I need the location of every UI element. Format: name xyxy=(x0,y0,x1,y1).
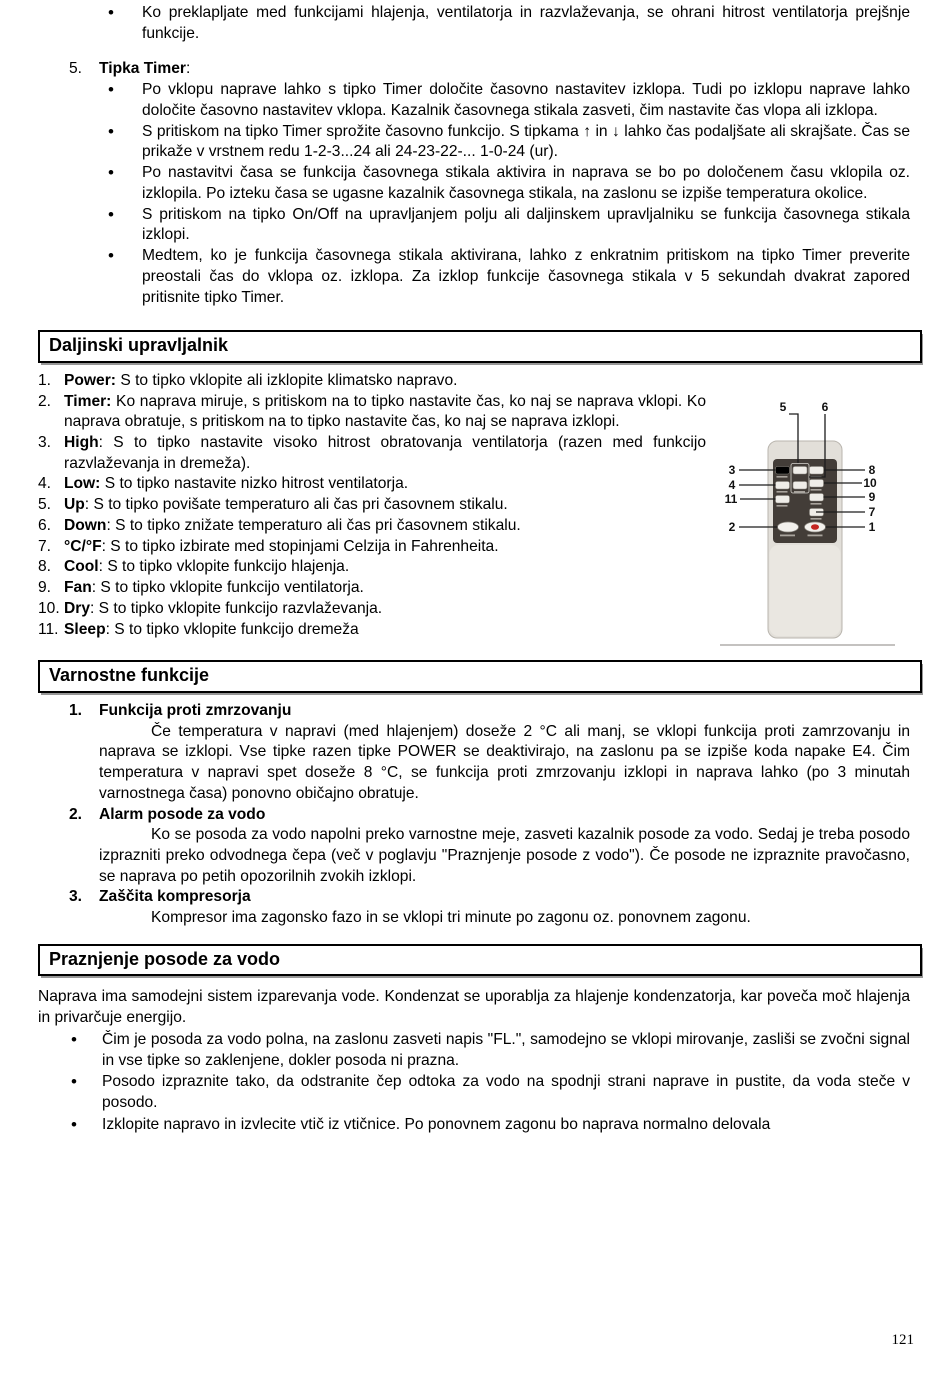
remote-button-cool xyxy=(810,467,824,475)
callout-number: 7 xyxy=(868,505,876,520)
callout-number: 1 xyxy=(868,520,876,535)
remote-button-fan xyxy=(810,494,824,502)
remote-button-sleep xyxy=(776,496,790,504)
list-item: 5. Up: S to tipko povišate temperaturo ali čas pri časovnem stikalu. xyxy=(38,496,508,514)
list-item: 7. °C/°F: S to tipko izbirate med stopinjami Celzija in Fahrenheita. xyxy=(38,537,499,555)
remote-control-drawing xyxy=(712,393,897,653)
list-item: • Čim je posoda za vodo polna, na zaslonu zasveti napis "FL.", samodejno se vklopi mirovanje, zasliši se zvočni signal in vse tipke so zaklenjene, dokler posoda ni prazna. xyxy=(38,1030,910,1071)
remote-button-low xyxy=(776,482,790,490)
list-item: 11. Sleep: S to tipko vklopite funkcijo dremeža xyxy=(38,620,359,638)
list-item: 10. Dry: S to tipko vklopite funkcijo razvlaževanja. xyxy=(38,599,383,617)
list-item: • S pritiskom na tipko On/Off na upravljanjem polju ali daljinskem upravljalniku se funkcija časovnega stikala izklopi. xyxy=(38,205,910,246)
list-item: • Izklopite napravo in izvlecite vtič iz vtičnice. Po ponovnem zagonu bo naprava normalno delovala xyxy=(38,1115,910,1136)
remote-button-timer xyxy=(778,522,799,532)
list-item: • Posodo izpraznite tako, da odstranite čep odtoka za vodo na spodnji strani naprave in pustite, da voda steče v posodo. xyxy=(38,1072,910,1113)
list-item: 8. Cool: S to tipko vklopite funkcijo hlajenja. xyxy=(38,558,350,576)
remote-button-high xyxy=(776,467,790,475)
list-item: • Po nastavitvi časa se funkcija časovnega stikala aktivira in naprava se bo po določenem času vklopila oz. izklopila. Po izteku časa se ugasne kazalnik časovnega stikala, na zaslonu se izpiše temperatura okolice. xyxy=(38,163,910,204)
section-remote-control xyxy=(38,330,922,640)
list-item-timer-key xyxy=(38,59,922,80)
item-title: Tipka Timer: xyxy=(99,60,191,78)
section-title-safety: Varnostne funkcije xyxy=(38,660,922,693)
list-item: 3. Zaščita kompresorja Kompresor ima zagonsko fazo in se vklopi tri minute po zagonu oz. ponovnem zagonu. xyxy=(69,888,751,927)
section-drain-water xyxy=(38,944,922,1136)
list-item: • Po vklopu naprave lahko s tipko Timer določite časovno nastavitev izklopa. Tudi po izklopu naprave lahko določite časovno nastavitev vklopa. Kazalnik časovnega stikala zasveti, čim nastavite čas vlopa ali izklopa. xyxy=(38,80,910,121)
paragraph: Naprava ima samodejni sistem izparevanja vode. Kondenzat se uporablja za hlajenje kondenzatorja, kar poveča moč hlajenja in privarčuje energijo. xyxy=(38,988,910,1027)
callout-number: 4 xyxy=(728,478,736,493)
list-item: • S pritiskom na tipko Timer sprožite časovno funkcijo. S tipkama ↑ in ↓ lahko čas podaljšate ali skrajšate. Čas se prikaže v vrstnem redu 1-2-3...24 ali 24-23-22-... 1-0-24 (ur). xyxy=(38,122,910,163)
list-item: 1. Funkcija proti zmrzovanju Če temperatura v napravi (med hlajenjem) doseže 2 °C ali manj, se vklopi funkcija proti zamrzovanju in naprava se izklopi. Vse tipke razen tipke POWER se deaktivirajo, na zaslonu pa se izpiše koda napake E4. Čim temperatura v napravi spet doseže 8 °C, se funkcija proti zmrzovanju izklopi in naprava lahko (po 3 minutah varnostnega časa) ponovno običajno obratuje. xyxy=(69,701,910,802)
item-number: 5. xyxy=(69,60,83,78)
power-button-dot xyxy=(811,524,819,530)
remote-control-figure xyxy=(712,393,897,653)
list-item: 3. High: S to tipko nastavite visoko hitrost obratovanja ventilatorja (razen med funkcijo razvlaževanja in dremeža). xyxy=(38,433,706,472)
callout-number: 2 xyxy=(728,520,736,535)
list-item: 9. Fan: S to tipko vklopite funkcijo ventilatorja. xyxy=(38,579,364,597)
list-item: 2. Alarm posode za vodo Ko se posoda za vodo napolni preko varnostne meje, zasveti kazalnik posode za vodo. Sedaj je treba posodo izprazniti preko odvodnega čepa (več v poglavju "Praznjenje posode z vodo"). Če posode ne izpraznite pravočasno, se naprava po petih opozorilnih zvokih izklopi. xyxy=(69,805,910,885)
list-item: 1. Power: S to tipko vklopite ali izklopite klimatsko napravo. xyxy=(38,371,458,389)
section-safety-functions xyxy=(38,660,922,929)
remote-button-down xyxy=(793,482,807,490)
drain-bullet-list xyxy=(38,1030,922,1136)
list-item: 4. Low: S to tipko nastavite nizko hitrost ventilatorja. xyxy=(38,475,409,493)
remote-button-dry xyxy=(810,480,824,488)
list-item: 6. Down: S to tipko znižate temperaturo ali čas pri časovnem stikalu. xyxy=(38,516,521,534)
list-item xyxy=(38,3,910,44)
section-title-remote: Daljinski upravljalnik xyxy=(38,330,922,363)
callout-number: 6 xyxy=(821,400,829,415)
callout-number: 10 xyxy=(863,476,877,491)
callout-number: 5 xyxy=(779,400,787,415)
page-number: 121 xyxy=(891,1332,914,1349)
list-item: 2. Timer: Ko naprava miruje, s pritiskom na to tipko nastavite čas, ko naj se naprava vklopi. Ko naprava obratuje, s pritiskom na to tipko nastavite čas, ko naj se naprava izklopi. xyxy=(38,392,706,431)
remote-button-list xyxy=(38,371,706,641)
callout-number: 11 xyxy=(724,492,738,507)
intro-bullet-text: Ko preklapljate med funkcijami hlajenja, ventilatorja in razvlaževanja, se ohrani hitrost ventilatorja prejšnje funkcije. xyxy=(142,4,910,42)
remote-button-up xyxy=(793,467,807,475)
callout-number: 3 xyxy=(728,463,736,478)
section-title-drain: Praznjenje posode za vodo xyxy=(38,944,922,977)
remote-body-lower xyxy=(770,545,841,636)
callout-number: 8 xyxy=(868,463,876,478)
callout-number: 9 xyxy=(868,490,876,505)
list-item: • Medtem, ko je funkcija časovnega stikala aktivirana, lahko z enkratnim pritiskom na tipko Timer preverite preostali čas do vklopa oz. izklopa. Za izklop funkcije časovnega stikala v 5 sekundah dvakrat zapored pritisnite tipko Timer. xyxy=(38,246,910,308)
